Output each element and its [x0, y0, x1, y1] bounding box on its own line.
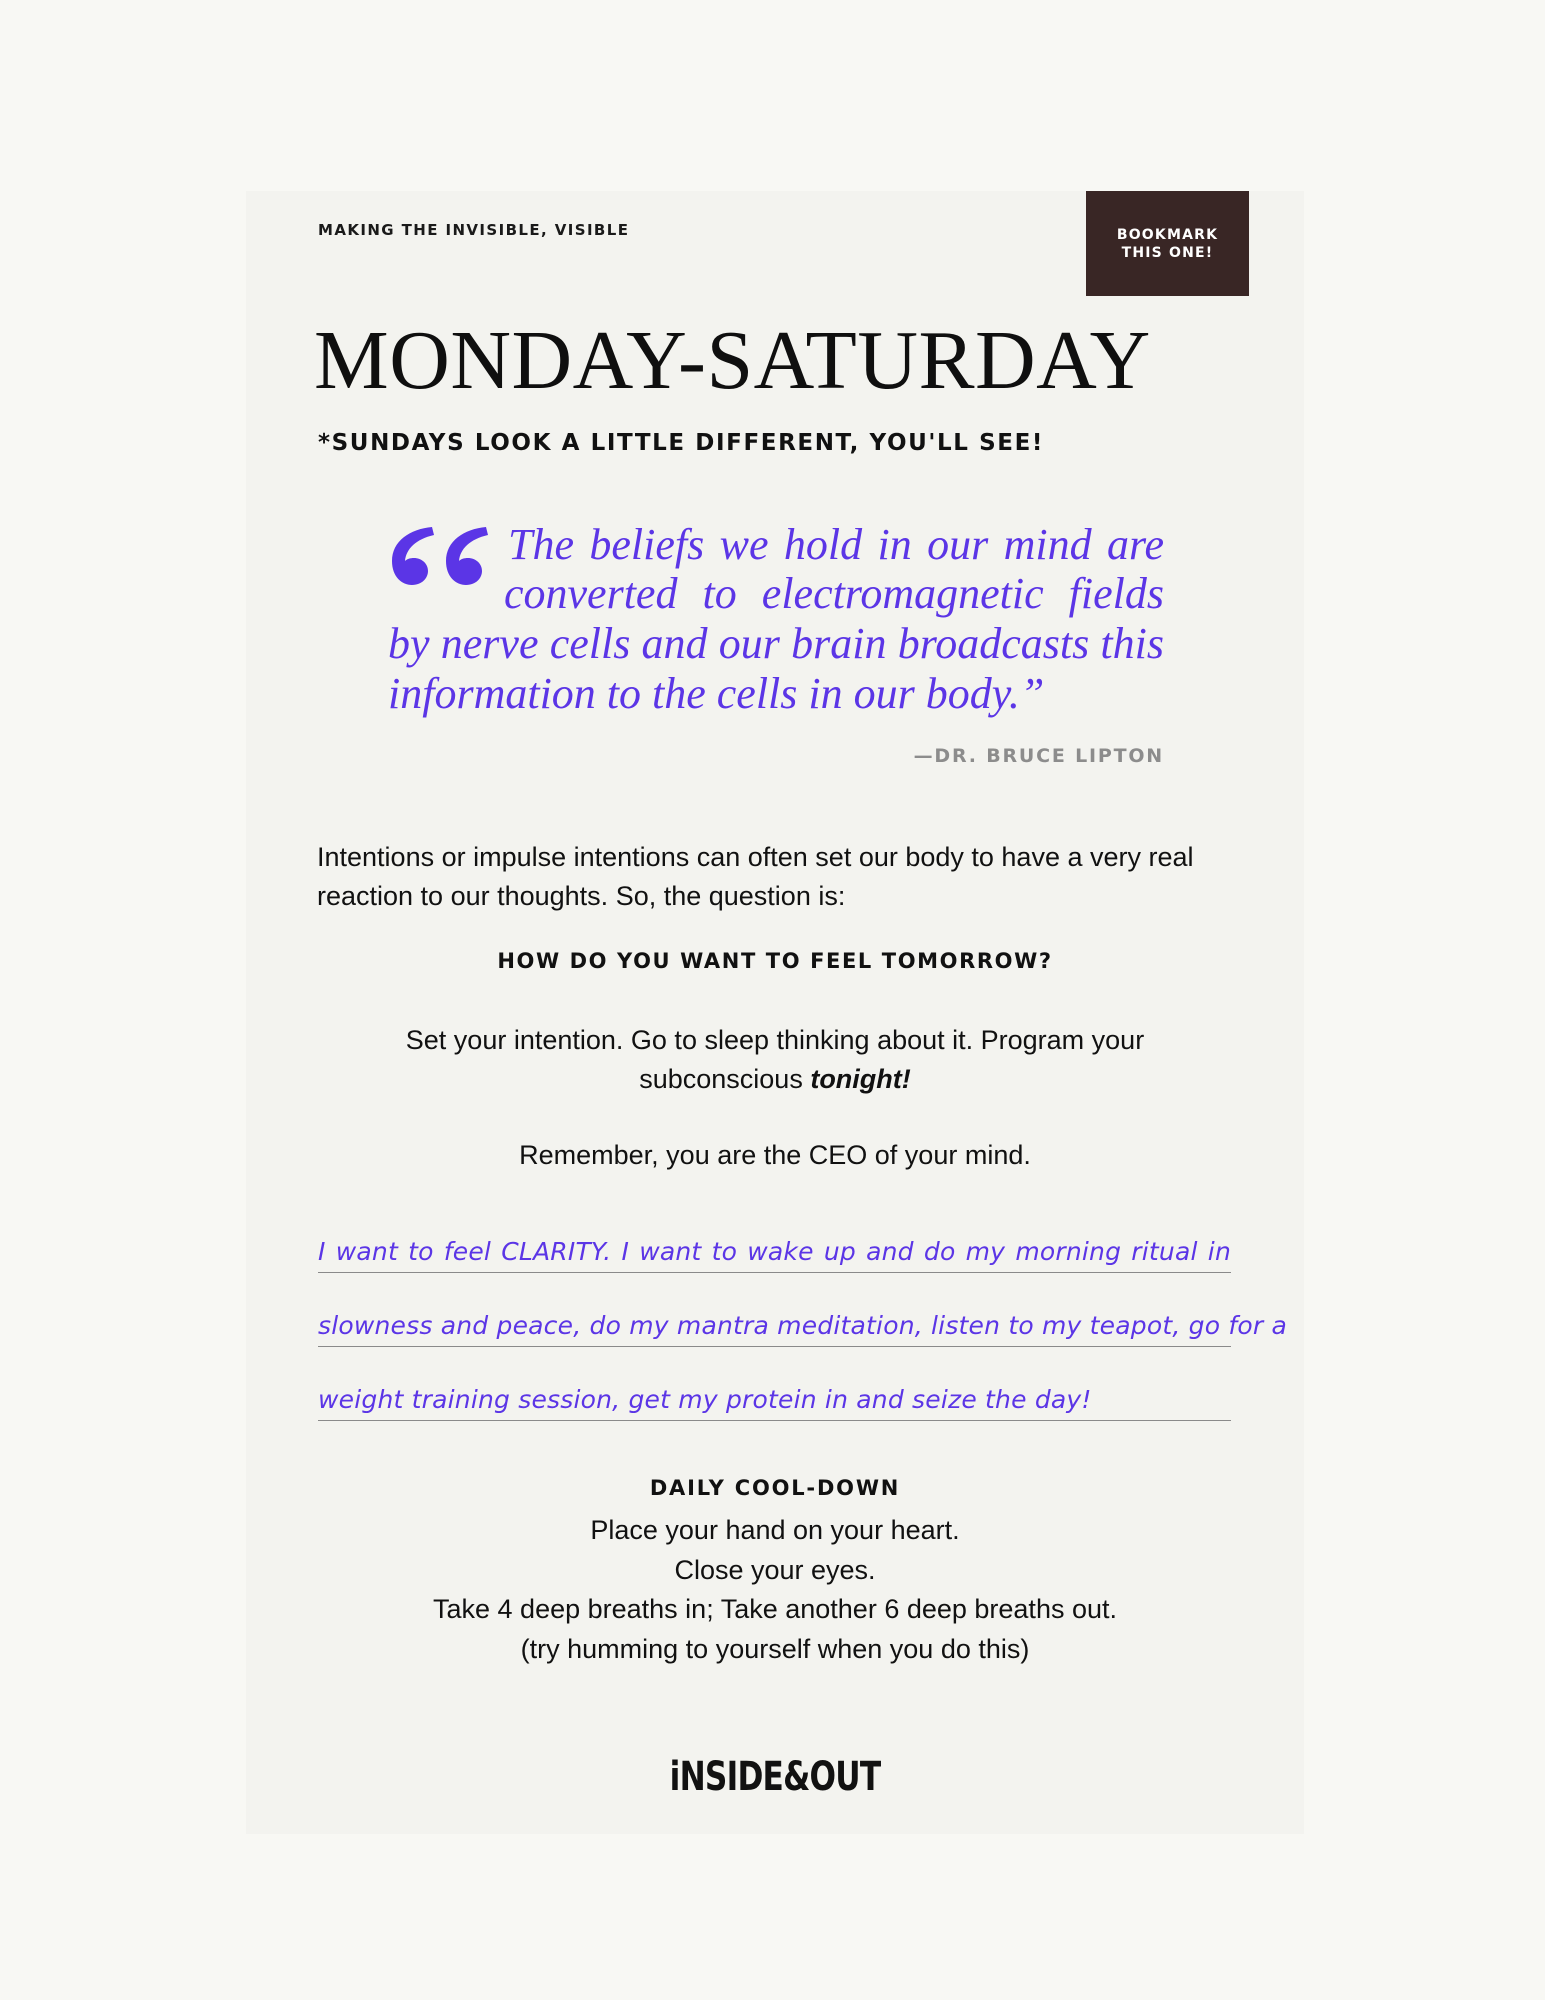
handwritten-text: I want to feel CLARITY. I want to wake up and do my morning ritual in [318, 1237, 1231, 1266]
quote-line: converted to electromagnetic fields [504, 569, 1164, 618]
bookmark-badge[interactable] [1086, 191, 1249, 296]
quote-line: information to the cells in our body.” [388, 669, 1045, 718]
cooldown-heading: DAILY COOL-DOWN [649, 1476, 901, 1500]
bookmark-label-line2: THIS ONE! [1121, 244, 1214, 261]
handwritten-line[interactable] [318, 1198, 1231, 1273]
quote-block [388, 521, 1164, 781]
page-title: MONDAY-SATURDAY [314, 314, 1151, 407]
handwritten-text: slowness and peace, do my mantra meditation, listen to my teapot, go for a [318, 1311, 1287, 1340]
cooldown-steps [246, 1511, 1304, 1669]
open-quote-icon [388, 521, 490, 591]
bookmark-label-line1: BOOKMARK [1116, 226, 1219, 243]
page-subtitle: *SUNDAYS LOOK A LITTLE DIFFERENT, YOU'LL SEE! [318, 430, 1045, 456]
intention-line [246, 1060, 1304, 1099]
intro-paragraph: Intentions or impulse intentions can often set our body to have a very real reaction to our thoughts. So, the question is: [317, 842, 1194, 911]
quote-attribution: —DR. BRUCE LIPTON [913, 745, 1164, 767]
cooldown-step: Close your eyes. [674, 1554, 876, 1585]
quote-line: by nerve cells and our brain broadcasts this [388, 619, 1164, 668]
reminder-text: Remember, you are the CEO of your mind. [519, 1140, 1031, 1170]
cooldown-step: Take 4 deep breaths in; Take another 6 deep breaths out. [433, 1594, 1117, 1624]
cooldown-step: Place your hand on your heart. [590, 1515, 960, 1545]
intention-text: subconscious [639, 1064, 811, 1094]
handwritten-line[interactable] [318, 1272, 1287, 1347]
intention-emphasis: tonight! [810, 1064, 911, 1094]
tagline: MAKING THE INVISIBLE, VISIBLE [318, 221, 630, 239]
cooldown-step: (try humming to yourself when you do this) [520, 1633, 1030, 1664]
handwritten-line[interactable] [318, 1346, 1231, 1421]
brand-logo: iNSIDE&OUT [669, 1754, 881, 1800]
intention-line: Set your intention. Go to sleep thinking about it. Program your [405, 1025, 1145, 1055]
quote-line: The beliefs we hold in our mind are [508, 520, 1164, 569]
handwritten-text: weight training session, get my protein in and seize the day! [318, 1385, 1092, 1414]
intention-paragraph [246, 1021, 1304, 1099]
page-card [246, 191, 1304, 1834]
question-heading: HOW DO YOU WANT TO FEEL TOMORROW? [497, 949, 1053, 973]
